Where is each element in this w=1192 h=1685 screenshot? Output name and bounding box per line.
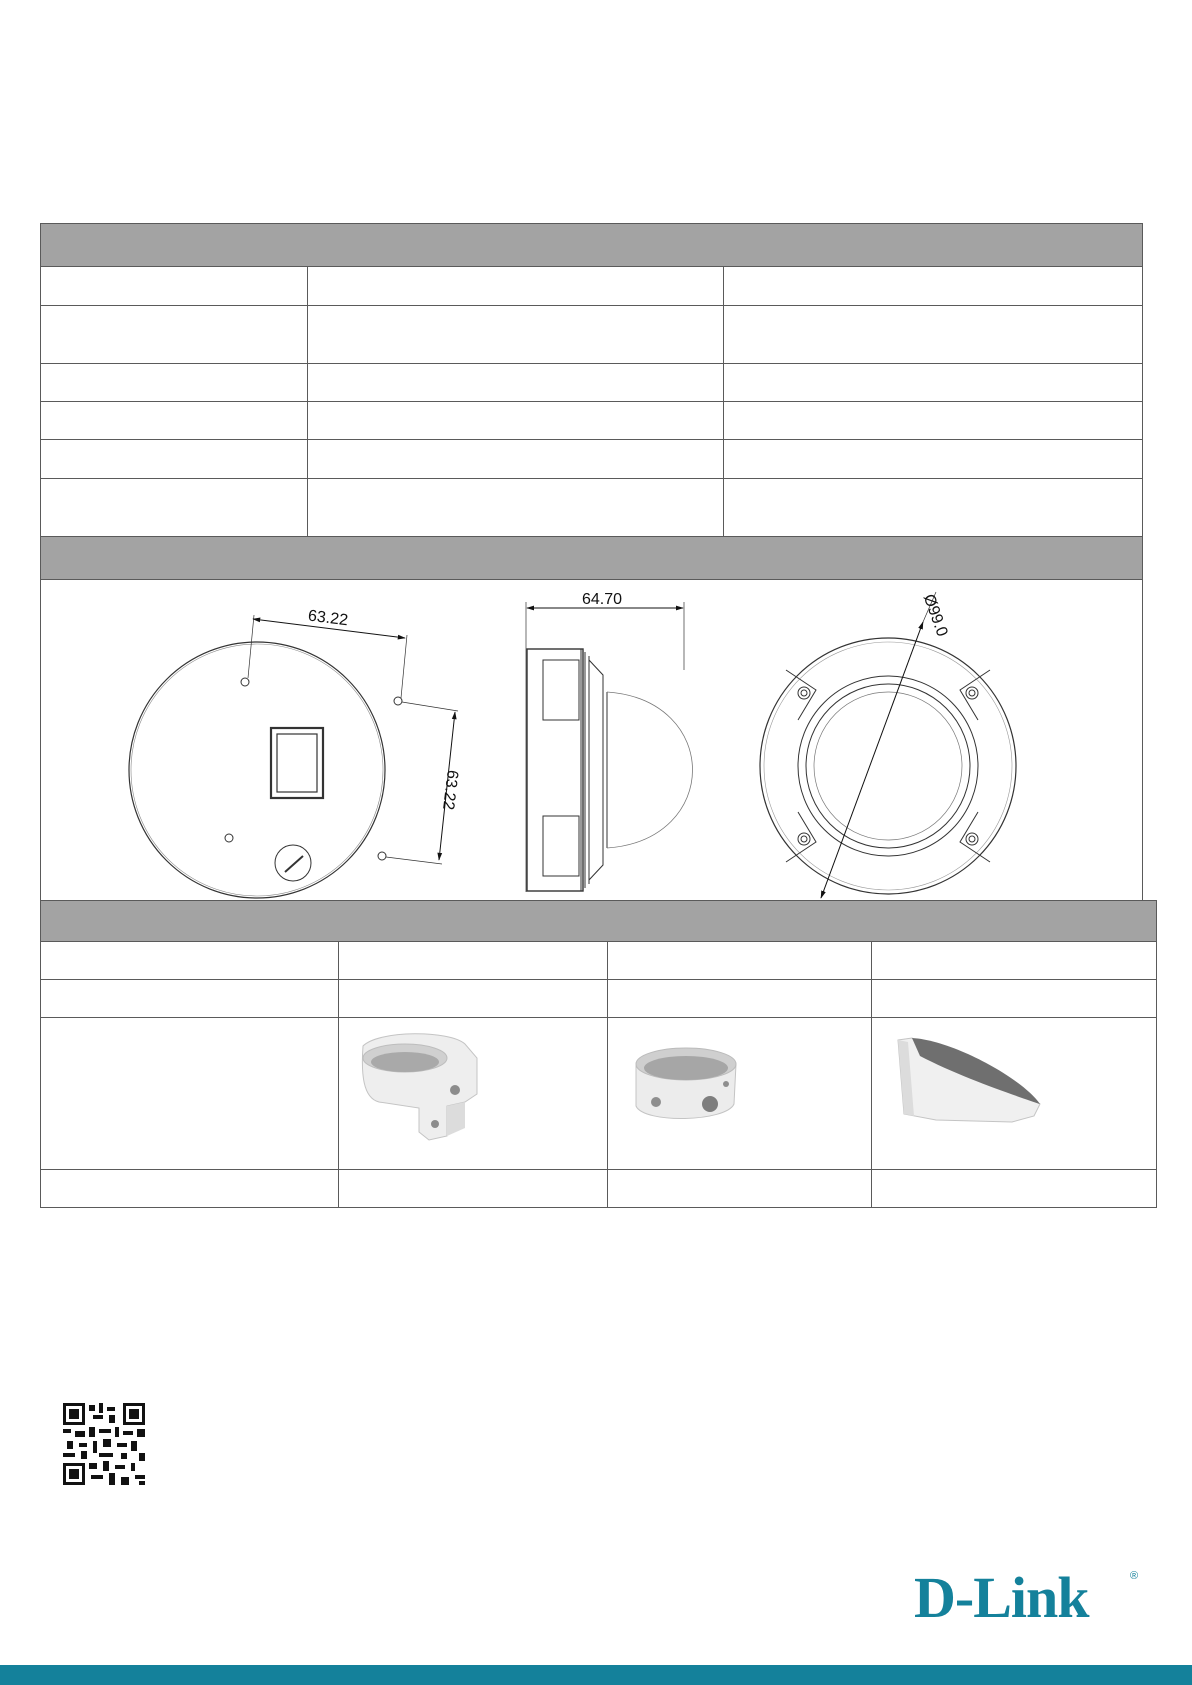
table-row xyxy=(41,479,1143,537)
dimensions-header-bar xyxy=(41,537,1143,580)
table-row xyxy=(41,267,1143,306)
drawings-svg xyxy=(41,580,1142,918)
side-view-drawing xyxy=(526,602,693,892)
top-diameter-dimension: Ø99.0 xyxy=(919,592,951,639)
spec-table xyxy=(40,223,1143,580)
d-link-logo xyxy=(914,1565,1144,1627)
front-view-drawing xyxy=(129,615,458,898)
side-width-dimension: 64.70 xyxy=(582,591,623,608)
accessories-table xyxy=(40,900,1157,1208)
dimension-drawings xyxy=(40,580,1143,918)
table-row xyxy=(41,980,1157,1018)
front-height-dimension: 63.22 xyxy=(439,769,461,811)
table-row xyxy=(41,942,1157,980)
spec-header-bar xyxy=(41,224,1143,267)
table-row xyxy=(41,1170,1157,1208)
wall-mount-bracket-image xyxy=(339,1018,608,1164)
footer-bar xyxy=(0,1665,1192,1685)
table-row xyxy=(41,364,1143,402)
front-width-dimension: 63.22 xyxy=(307,607,349,630)
svg-text:D-Link: D-Link xyxy=(914,1565,1089,1627)
table-row xyxy=(41,440,1143,479)
qr-code[interactable] xyxy=(63,1403,145,1485)
svg-text:®: ® xyxy=(1130,1570,1139,1582)
accessory-image-row xyxy=(41,1018,1157,1170)
table-row xyxy=(41,306,1143,364)
junction-box-image xyxy=(608,1018,872,1164)
table-row xyxy=(41,402,1143,440)
accessories-header-bar xyxy=(41,901,1157,942)
tilt-mount-image xyxy=(872,1018,1157,1164)
top-view-drawing xyxy=(760,592,1016,898)
